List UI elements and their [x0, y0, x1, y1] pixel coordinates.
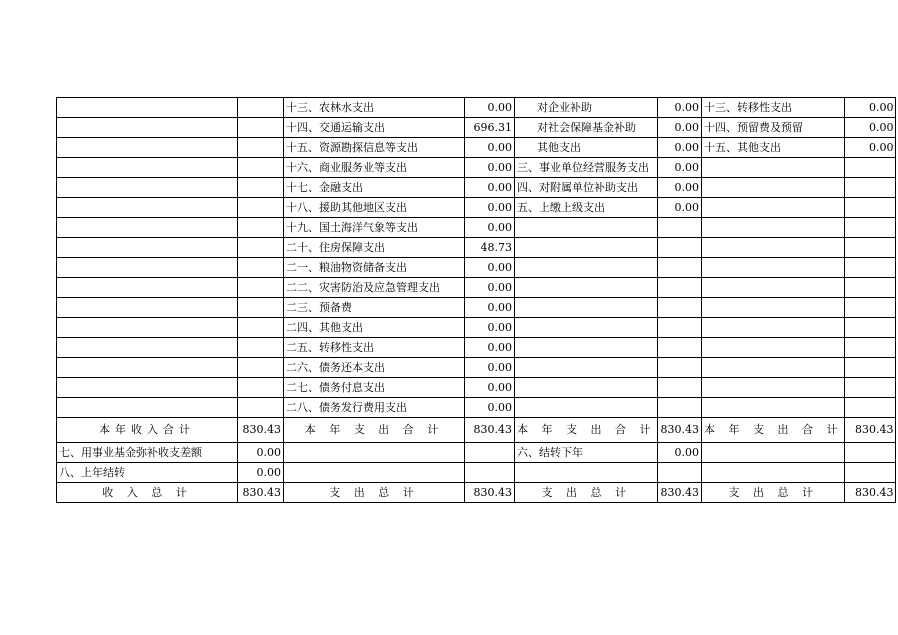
item-label-cell — [701, 238, 844, 258]
table-row — [57, 118, 896, 138]
item-label-cell — [57, 398, 238, 418]
amount-cell: 0.00 — [658, 158, 702, 178]
item-label-cell — [701, 178, 844, 198]
amount-cell — [238, 118, 284, 138]
amount-cell: 0.00 — [465, 398, 515, 418]
amount-cell — [845, 318, 896, 338]
amount-cell: 0.00 — [658, 198, 702, 218]
amount-cell — [845, 258, 896, 278]
table-row — [57, 463, 896, 483]
amount-cell: 48.73 — [465, 238, 515, 258]
item-label-cell: 其他支出 — [515, 138, 658, 158]
amount-cell — [238, 98, 284, 118]
amount-cell — [658, 463, 702, 483]
item-label-cell — [57, 358, 238, 378]
item-label-cell: 十三、转移性支出 — [701, 98, 844, 118]
total-label-cell: 本年收入合计 — [57, 418, 238, 443]
amount-cell — [658, 338, 702, 358]
item-label-cell: 五、上缴上级支出 — [515, 198, 658, 218]
amount-cell: 0.00 — [465, 278, 515, 298]
item-label-cell: 十四、交通运输支出 — [284, 118, 465, 138]
amount-cell — [845, 338, 896, 358]
amount-cell: 0.00 — [465, 358, 515, 378]
amount-cell — [238, 158, 284, 178]
item-label-cell — [701, 218, 844, 238]
item-label-cell — [57, 158, 238, 178]
item-label-cell — [515, 358, 658, 378]
total-label-cell: 本 年 支 出 合 计 — [701, 418, 844, 443]
amount-cell — [658, 378, 702, 398]
amount-cell: 0.00 — [238, 463, 284, 483]
table-row — [57, 398, 896, 418]
item-label-cell — [284, 463, 465, 483]
item-label-cell: 十四、预留费及预留 — [701, 118, 844, 138]
item-label-cell — [515, 278, 658, 298]
total-label-cell: 收 入 总 计 — [57, 483, 238, 503]
item-label-cell — [701, 358, 844, 378]
item-label-cell — [701, 158, 844, 178]
item-label-cell: 二五、转移性支出 — [284, 338, 465, 358]
item-label-cell: 二四、其他支出 — [284, 318, 465, 338]
item-label-cell: 十八、援助其他地区支出 — [284, 198, 465, 218]
item-label-cell: 二七、债务付息支出 — [284, 378, 465, 398]
item-label-cell — [515, 338, 658, 358]
amount-cell: 696.31 — [465, 118, 515, 138]
table-row — [57, 318, 896, 338]
amount-cell — [238, 138, 284, 158]
amount-cell: 830.43 — [465, 418, 515, 443]
amount-cell: 830.43 — [845, 418, 896, 443]
item-label-cell: 十五、资源勘探信息等支出 — [284, 138, 465, 158]
item-label-cell — [57, 138, 238, 158]
amount-cell: 0.00 — [238, 443, 284, 463]
item-label-cell: 四、对附属单位补助支出 — [515, 178, 658, 198]
amount-cell: 0.00 — [465, 138, 515, 158]
amount-cell: 830.43 — [845, 483, 896, 503]
table-row — [57, 358, 896, 378]
item-label-cell — [515, 318, 658, 338]
amount-cell: 0.00 — [658, 118, 702, 138]
item-label-cell — [701, 198, 844, 218]
item-label-cell — [57, 318, 238, 338]
amount-cell — [845, 298, 896, 318]
item-label-cell: 二一、粮油物资储备支出 — [284, 258, 465, 278]
item-label-cell: 七、用事业基金弥补收支差额 — [57, 443, 238, 463]
item-label-cell: 十六、商业服务业等支出 — [284, 158, 465, 178]
amount-cell: 830.43 — [658, 418, 702, 443]
total-label-cell: 本 年 支 出 合 计 — [515, 418, 658, 443]
item-label-cell — [57, 238, 238, 258]
amount-cell — [658, 278, 702, 298]
item-label-cell — [701, 398, 844, 418]
item-label-cell: 十九、国土海洋气象等支出 — [284, 218, 465, 238]
table-row — [57, 158, 896, 178]
amount-cell: 830.43 — [238, 483, 284, 503]
amount-cell — [845, 463, 896, 483]
table-row — [57, 298, 896, 318]
item-label-cell — [57, 258, 238, 278]
amount-cell — [238, 178, 284, 198]
amount-cell: 0.00 — [658, 98, 702, 118]
amount-cell — [658, 398, 702, 418]
table-row — [57, 198, 896, 218]
table-row — [57, 338, 896, 358]
item-label-cell: 二二、灾害防治及应急管理支出 — [284, 278, 465, 298]
amount-cell: 0.00 — [465, 378, 515, 398]
table-row — [57, 443, 896, 463]
item-label-cell — [515, 398, 658, 418]
amount-cell: 0.00 — [465, 98, 515, 118]
amount-cell — [845, 198, 896, 218]
item-label-cell — [701, 463, 844, 483]
amount-cell — [658, 218, 702, 238]
item-label-cell — [57, 298, 238, 318]
amount-cell — [658, 358, 702, 378]
item-label-cell: 对社会保障基金补助 — [515, 118, 658, 138]
item-label-cell — [57, 178, 238, 198]
item-label-cell: 三、事业单位经营服务支出 — [515, 158, 658, 178]
amount-cell — [238, 218, 284, 238]
item-label-cell: 八、上年结转 — [57, 463, 238, 483]
item-label-cell: 十三、农林水支出 — [284, 98, 465, 118]
item-label-cell: 二六、债务还本支出 — [284, 358, 465, 378]
amount-cell — [238, 298, 284, 318]
amount-cell — [238, 258, 284, 278]
amount-cell — [238, 278, 284, 298]
amount-cell: 0.00 — [658, 443, 702, 463]
item-label-cell — [515, 463, 658, 483]
amount-cell: 0.00 — [465, 258, 515, 278]
amount-cell: 0.00 — [465, 178, 515, 198]
item-label-cell — [57, 278, 238, 298]
item-label-cell: 二三、预备费 — [284, 298, 465, 318]
amount-cell: 0.00 — [465, 298, 515, 318]
amount-cell: 0.00 — [465, 338, 515, 358]
total-label-cell: 支 出 总 计 — [284, 483, 465, 503]
amount-cell — [845, 238, 896, 258]
table-row — [57, 138, 896, 158]
item-label-cell — [701, 443, 844, 463]
item-label-cell — [701, 258, 844, 278]
item-label-cell: 十五、其他支出 — [701, 138, 844, 158]
table-row — [57, 278, 896, 298]
amount-cell — [845, 358, 896, 378]
amount-cell — [465, 463, 515, 483]
amount-cell — [845, 158, 896, 178]
item-label-cell — [57, 118, 238, 138]
table-row — [57, 98, 896, 118]
amount-cell — [238, 318, 284, 338]
amount-cell: 830.43 — [238, 418, 284, 443]
amount-cell: 0.00 — [465, 198, 515, 218]
table-row — [57, 378, 896, 398]
amount-cell: 0.00 — [465, 158, 515, 178]
amount-cell — [845, 378, 896, 398]
total-label-cell: 支 出 总 计 — [515, 483, 658, 503]
amount-cell — [845, 178, 896, 198]
table-row — [57, 258, 896, 278]
item-label-cell — [701, 318, 844, 338]
amount-cell — [238, 358, 284, 378]
item-label-cell — [515, 258, 658, 278]
amount-cell — [845, 218, 896, 238]
item-label-cell — [57, 218, 238, 238]
amount-cell: 0.00 — [465, 218, 515, 238]
amount-cell — [238, 338, 284, 358]
amount-cell — [658, 298, 702, 318]
amount-cell: 830.43 — [658, 483, 702, 503]
item-label-cell — [284, 443, 465, 463]
amount-cell — [845, 398, 896, 418]
item-label-cell — [701, 338, 844, 358]
item-label-cell — [57, 378, 238, 398]
item-label-cell — [701, 378, 844, 398]
item-label-cell — [515, 238, 658, 258]
item-label-cell — [57, 198, 238, 218]
item-label-cell — [57, 338, 238, 358]
table-row — [57, 218, 896, 238]
amount-cell — [845, 443, 896, 463]
amount-cell — [238, 238, 284, 258]
item-label-cell: 二十、住房保障支出 — [284, 238, 465, 258]
amount-cell: 0.00 — [658, 138, 702, 158]
item-label-cell — [57, 98, 238, 118]
item-label-cell — [515, 378, 658, 398]
amount-cell — [658, 318, 702, 338]
amount-cell: 0.00 — [845, 98, 896, 118]
amount-cell — [658, 258, 702, 278]
total-label-cell: 支 出 总 计 — [701, 483, 844, 503]
amount-cell — [845, 278, 896, 298]
table-row — [57, 178, 896, 198]
amount-cell: 0.00 — [465, 318, 515, 338]
item-label-cell: 十七、金融支出 — [284, 178, 465, 198]
amount-cell — [238, 378, 284, 398]
amount-cell: 0.00 — [845, 118, 896, 138]
item-label-cell — [701, 278, 844, 298]
item-label-cell: 二八、债务发行费用支出 — [284, 398, 465, 418]
item-label-cell — [515, 218, 658, 238]
amount-cell — [658, 238, 702, 258]
amount-cell: 830.43 — [465, 483, 515, 503]
total-label-cell: 本 年 支 出 合 计 — [284, 418, 465, 443]
item-label-cell: 对企业补助 — [515, 98, 658, 118]
item-label-cell — [701, 298, 844, 318]
item-label-cell — [515, 298, 658, 318]
amount-cell: 0.00 — [845, 138, 896, 158]
budget-table — [56, 97, 896, 503]
table-row — [57, 238, 896, 258]
item-label-cell: 六、结转下年 — [515, 443, 658, 463]
table-row — [57, 418, 896, 443]
amount-cell — [465, 443, 515, 463]
amount-cell: 0.00 — [658, 178, 702, 198]
table-row — [57, 483, 896, 503]
amount-cell — [238, 398, 284, 418]
amount-cell — [238, 198, 284, 218]
